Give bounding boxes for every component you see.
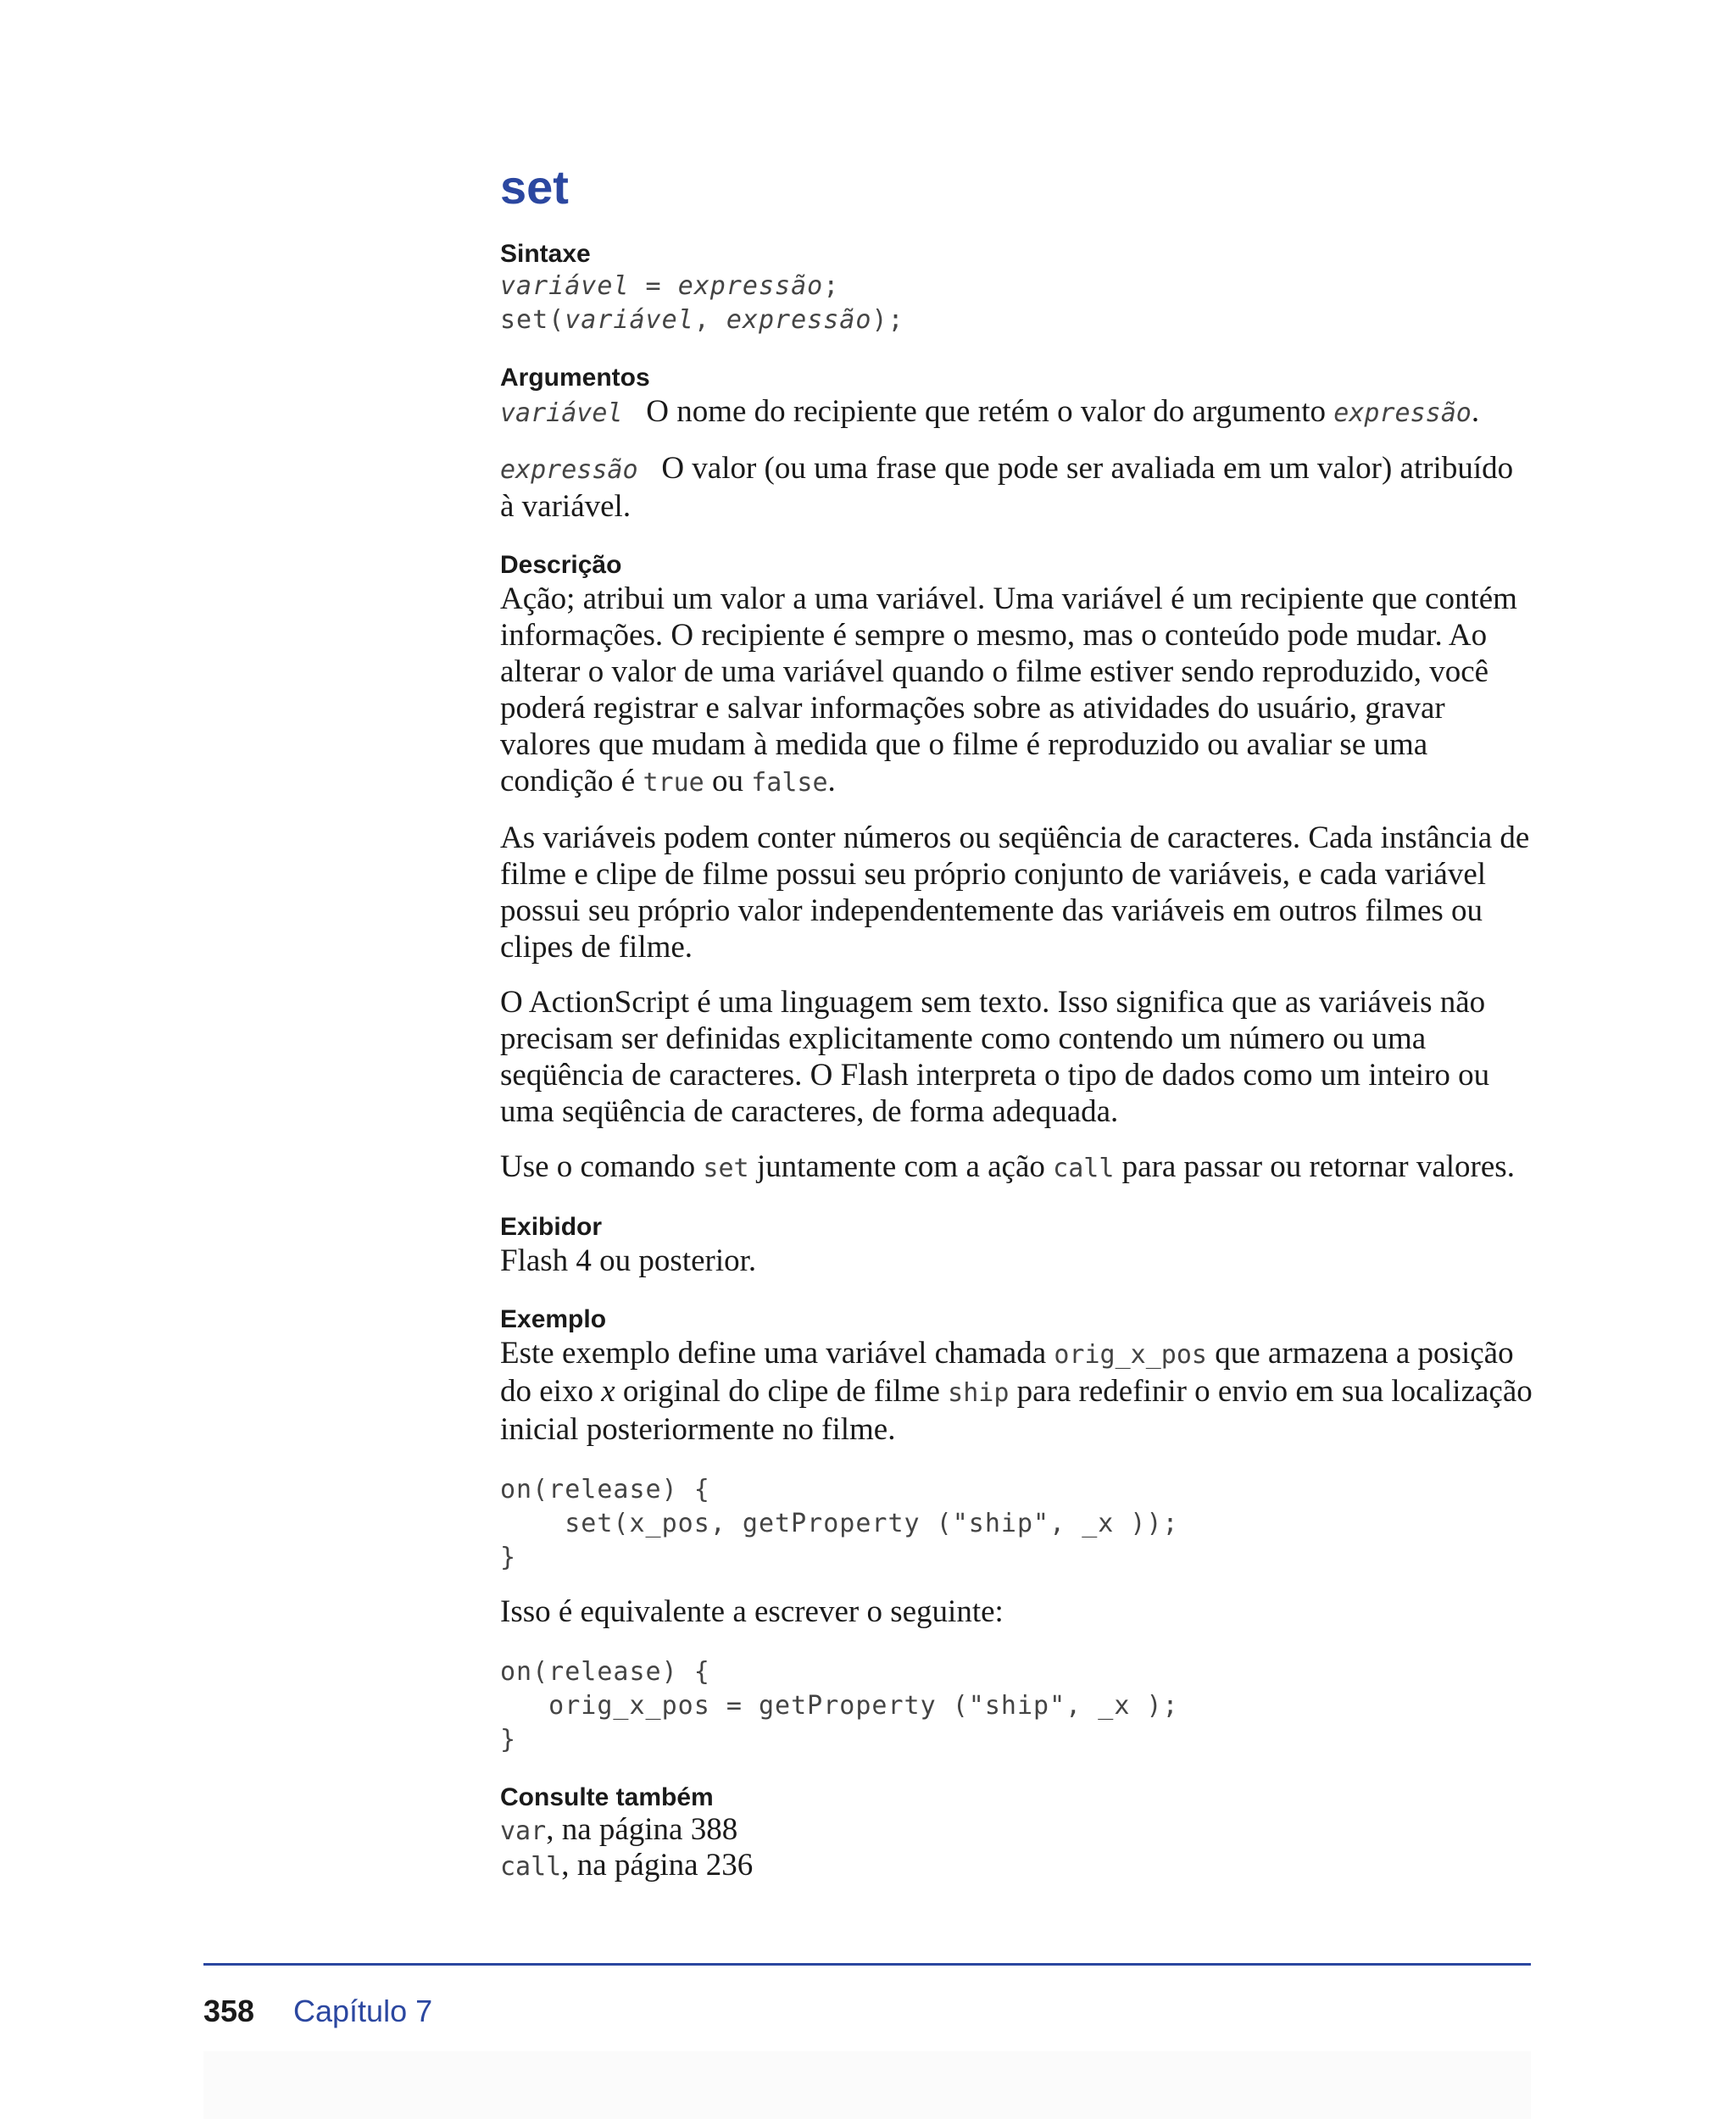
- syntax2-var: variável: [565, 304, 694, 335]
- example-equivalent: Isso é equivalente a escrever o seguinte:: [500, 1593, 1004, 1629]
- see-also-code[interactable]: call: [500, 1851, 562, 1882]
- syntax2-prefix: set(: [500, 304, 565, 335]
- player-text: Flash 4 ou posterior.: [500, 1243, 757, 1278]
- syntax-line-1: [500, 270, 1534, 303]
- code-ship: ship: [948, 1377, 1010, 1408]
- example-intro-a: Este exemplo define uma variável chamada: [500, 1335, 1047, 1371]
- syntax-eq: =: [629, 270, 678, 301]
- example-intro-d: para redefinir o envio em sua localização inicial posteriormente no filme.: [500, 1373, 1533, 1447]
- syntax-heading: Sintaxe: [500, 239, 591, 268]
- argument-name: variável: [500, 398, 623, 428]
- example-intro: [500, 1335, 1534, 1448]
- argument-text: O valor (ou uma frase que pode ser avaliada em um valor) atribuído à variável.: [500, 450, 1514, 524]
- example-code-1: on(release) { set(x_pos, getProperty ("ship", _x )); }: [500, 1474, 1179, 1572]
- syntax-end: ;: [823, 270, 840, 301]
- chapter-label: Capítulo 7: [293, 1994, 433, 2028]
- example-heading: Exemplo: [500, 1304, 607, 1333]
- argument-ref: expressão: [1333, 398, 1472, 428]
- see-also-code[interactable]: var: [500, 1816, 547, 1846]
- see-also-item: [500, 1849, 1534, 1884]
- see-also-item: [500, 1813, 1534, 1849]
- description-p4-c: para passar ou retornar valores.: [1121, 1148, 1515, 1184]
- footer-rule: [203, 1963, 1531, 1966]
- code-set: set: [703, 1153, 749, 1183]
- syntax2-end: );: [871, 304, 904, 335]
- description-paragraph-1: [500, 581, 1534, 801]
- example-code-2: on(release) { orig_x_pos = getProperty ("ship", _x ); }: [500, 1656, 1179, 1755]
- description-paragraph-3: O ActionScript é uma linguagem sem texto. Isso significa que as variáveis não precisam ser definidas explicitamente como contendo um número ou uma seqüência de caracteres. O Flash interpreta o tipo de dados como um inteiro ou uma seqüência de caracteres, de forma adequada.: [500, 984, 1490, 1129]
- syntax-expr: expressão: [677, 270, 824, 301]
- syntax2-sep: ,: [693, 304, 726, 335]
- description-p1-or: ou: [711, 763, 743, 798]
- page-bottom-shade: [203, 2051, 1531, 2119]
- entry-title: set: [500, 160, 569, 214]
- argument-variavel: [500, 393, 1534, 431]
- syntax2-expr: expressão: [726, 304, 872, 335]
- argument-end: .: [1471, 393, 1480, 429]
- code-false: false: [751, 767, 828, 798]
- player-heading: Exibidor: [500, 1212, 603, 1241]
- see-also-text: , na página 388: [546, 1811, 738, 1847]
- code-orig-x-pos: orig_x_pos: [1054, 1339, 1207, 1370]
- see-also-text: , na página 236: [561, 1847, 754, 1883]
- example-intro-x: x: [601, 1373, 615, 1409]
- description-p4-b: juntamente com a ação: [756, 1148, 1045, 1184]
- page-number: 358: [203, 1994, 255, 2028]
- arguments-heading: Argumentos: [500, 363, 650, 392]
- argument-name: expressão: [500, 454, 638, 485]
- entry-content: [500, 161, 1534, 1884]
- description-p1-text: Ação; atribui um valor a uma variável. Uma variável é um recipiente que contém informações. O recipiente é sempre o mesmo, mas o conteúdo pode mudar. Ao alterar o valor de uma variável quando o filme estiver sendo reproduzido, você poderá registrar e salvar informações sobre as atividades do usuário, gravar valores que mudam à medida que o filme é reproduzido ou avaliar se uma condição é: [500, 581, 1517, 798]
- see-also-heading: Consulte também: [500, 1783, 714, 1811]
- syntax-line-2: [500, 303, 1534, 337]
- description-p4-a: Use o comando: [500, 1148, 696, 1184]
- description-heading: Descrição: [500, 550, 622, 579]
- description-p1-end: .: [827, 763, 836, 798]
- code-call: call: [1053, 1153, 1115, 1183]
- argument-expressao: [500, 450, 1534, 525]
- description-paragraph-2: As variáveis podem conter números ou seqüência de caracteres. Cada instância de filme e clipe de filme possui seu próprio conjunto de variáveis, e cada variável possui seu próprio valor independentemente das variáveis em outros filmes ou clipes de filme.: [500, 820, 1530, 965]
- example-intro-c: original do clipe de filme: [622, 1373, 940, 1409]
- example-intro-b: que armazena a posição do eixo: [500, 1335, 1514, 1409]
- syntax-var: variável: [500, 270, 630, 301]
- code-true: true: [643, 767, 704, 798]
- argument-text: O nome do recipiente que retém o valor do argumento: [646, 393, 1327, 429]
- description-paragraph-4: [500, 1148, 1534, 1187]
